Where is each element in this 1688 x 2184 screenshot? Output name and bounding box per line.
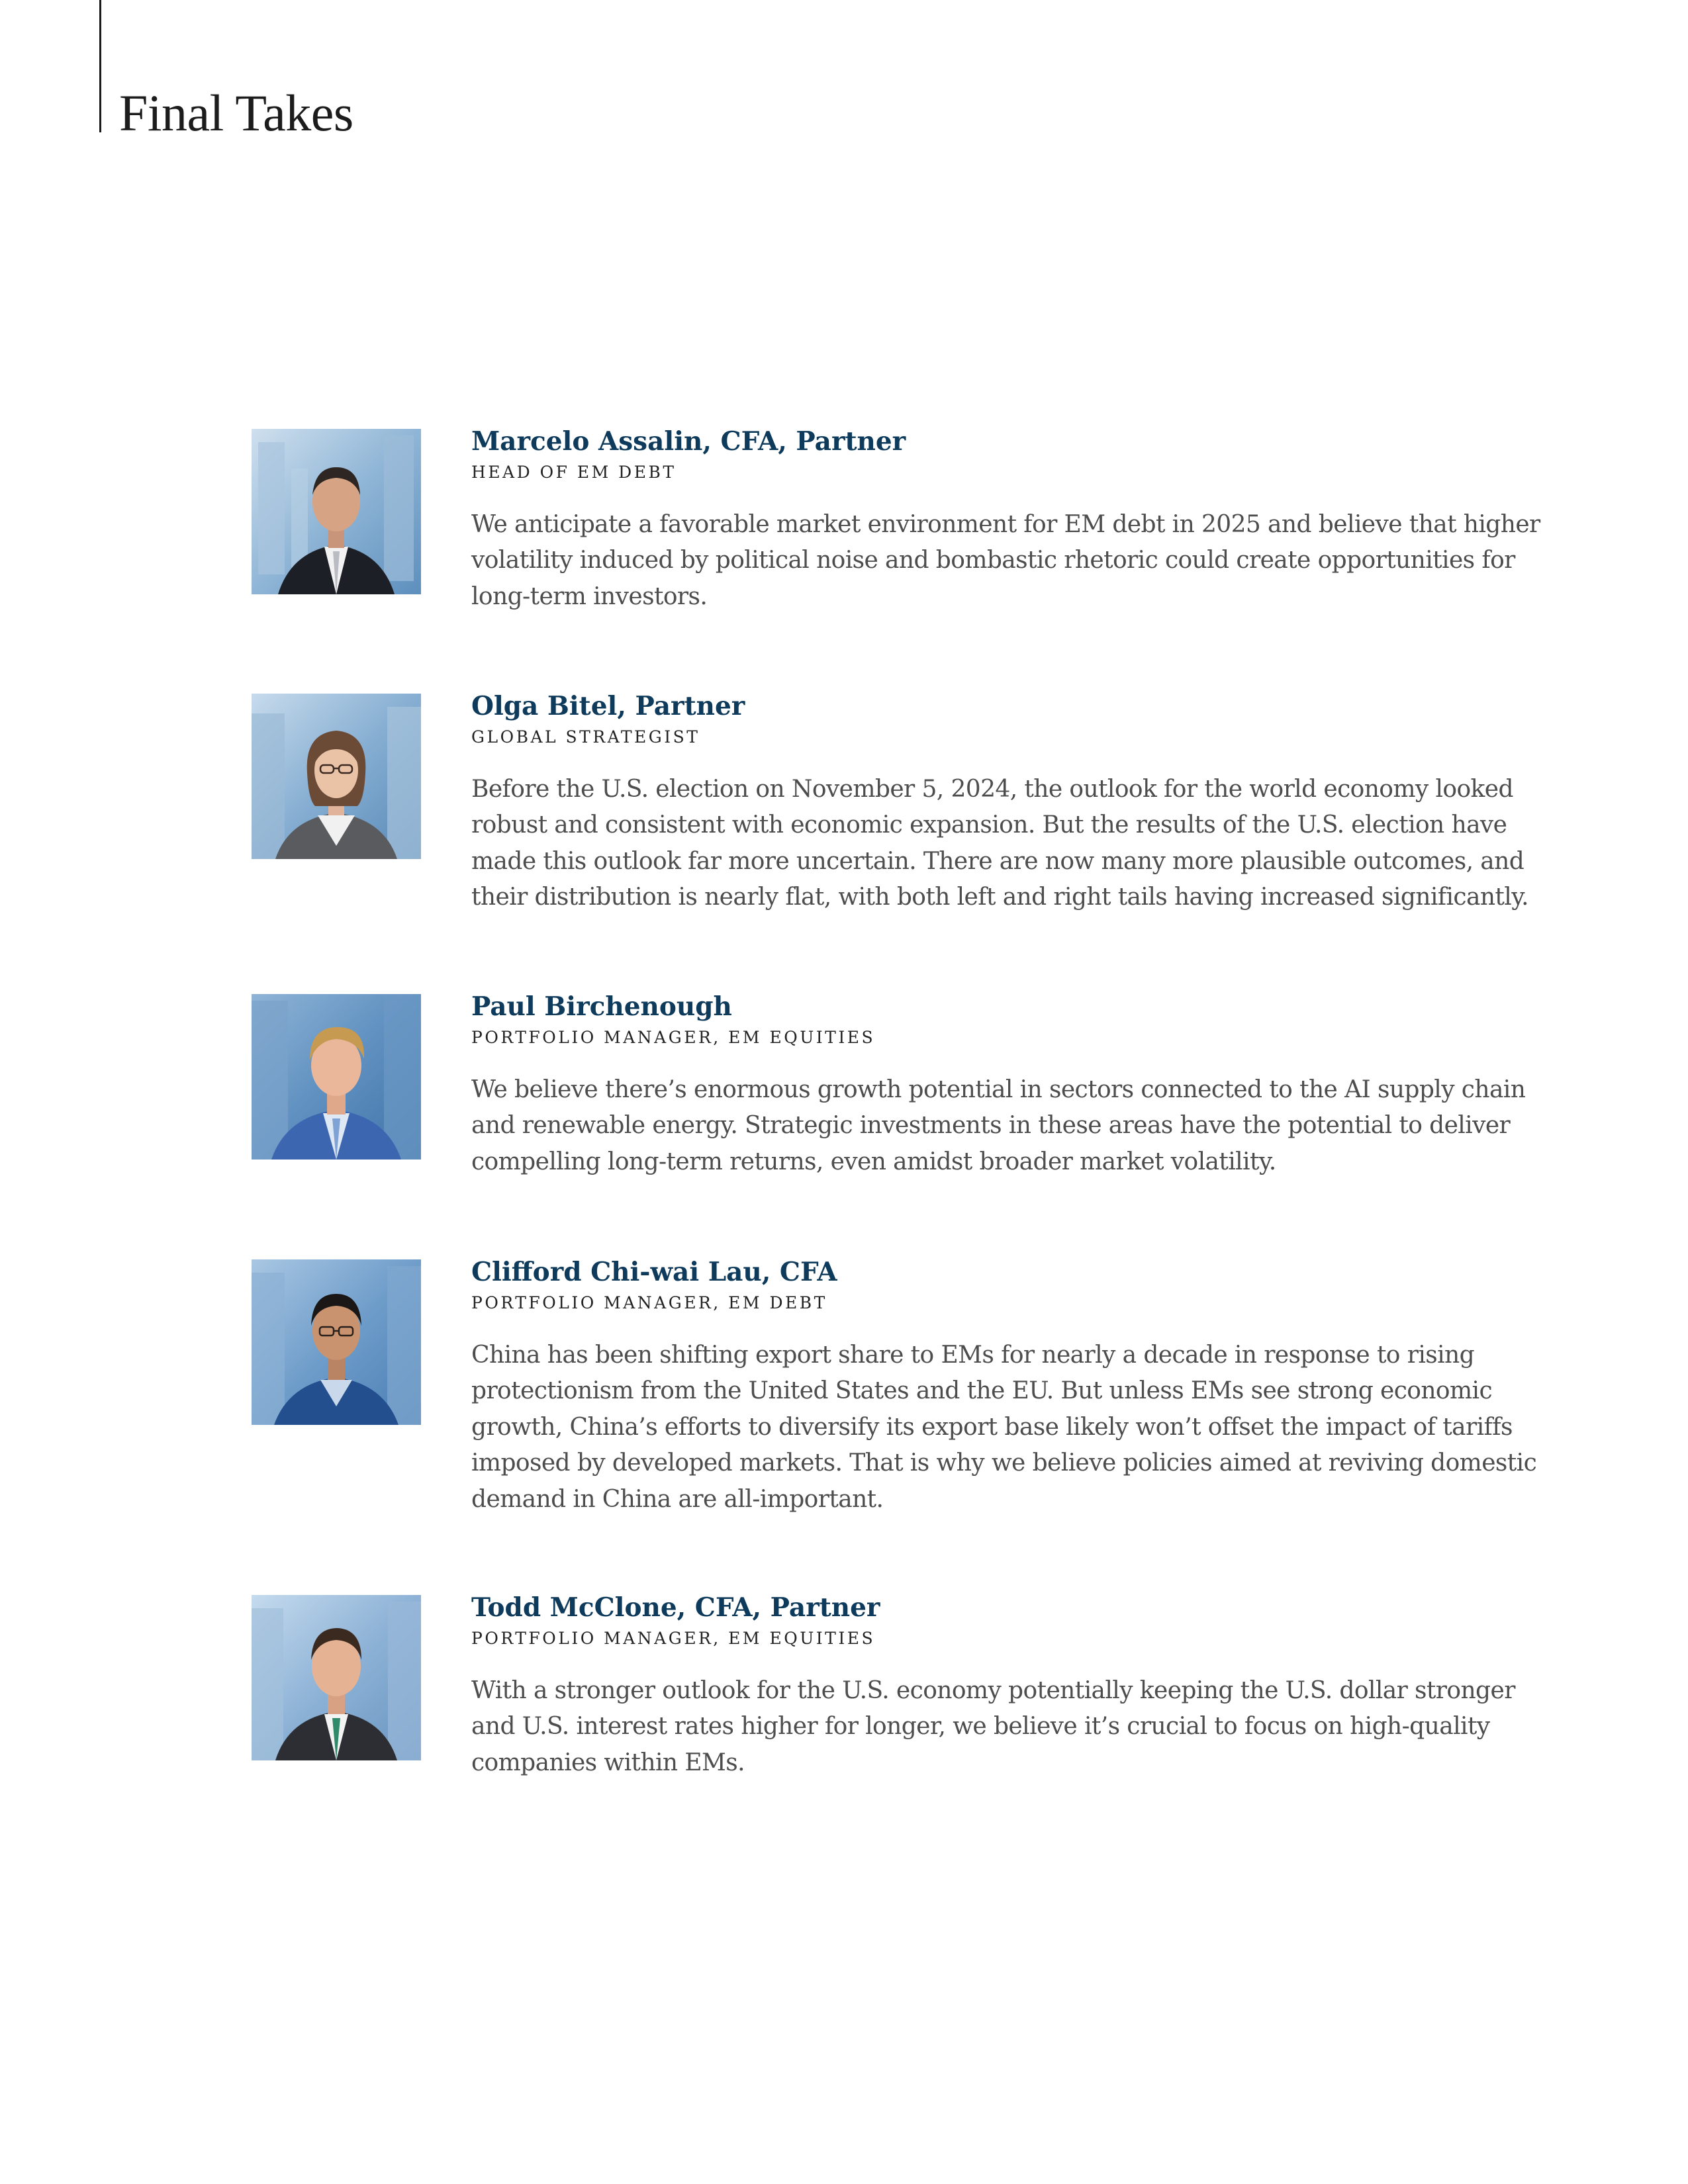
person-role: HEAD OF EM DEBT xyxy=(471,462,677,482)
person-quote: Before the U.S. election on November 5, 2024, the outlook for the world economy looked robust and consistent with economic expansion. But the results of the U.S. election have made this outlook far more uncertain. There are now many more plausible outcomes, and their distribution is nearly flat, with both left and right tails having increased significantly. xyxy=(471,775,1529,911)
header-rule xyxy=(99,0,101,132)
headshot-photo xyxy=(252,694,421,859)
person-name: Todd McClone, CFA, Partner xyxy=(471,1592,880,1623)
person-quote: With a stronger outlook for the U.S. economy potentially keeping the U.S. dollar stronger and U.S. interest rates higher for longer, we believe it’s crucial to focus on high-quality companies within EMs. xyxy=(471,1676,1515,1776)
headshot-photo xyxy=(252,1595,421,1760)
person-name: Marcelo Assalin, CFA, Partner xyxy=(471,426,906,457)
headshot-photo xyxy=(252,1259,421,1425)
page-title: Final Takes xyxy=(119,84,353,142)
person-role: GLOBAL STRATEGIST xyxy=(471,727,700,747)
headshot-photo xyxy=(252,994,421,1160)
person-role: PORTFOLIO MANAGER, EM EQUITIES xyxy=(471,1628,876,1648)
headshot-photo xyxy=(252,429,421,594)
person-quote: China has been shifting export share to EMs for nearly a decade in response to rising protectionism from the United States and the EU. But unless EMs see strong economic growth, China’s efforts to diversify its export base likely won’t offset the impact of tariffs imposed by developed markets. That is why we believe policies aimed at reviving domestic demand in China are all-important. xyxy=(471,1341,1537,1513)
person-role: PORTFOLIO MANAGER, EM DEBT xyxy=(471,1293,827,1312)
person-quote: We believe there’s enormous growth potential in sectors connected to the AI supply chain and renewable energy. Strategic investments in these areas have the potential to deliver compelling long-term returns, even amidst broader market volatility. xyxy=(471,1075,1526,1175)
person-quote: We anticipate a favorable market environment for EM debt in 2025 and believe that higher volatility induced by political noise and bombastic rhetoric could create opportunities for long-term investors. xyxy=(471,510,1540,610)
person-name: Clifford Chi-wai Lau, CFA xyxy=(471,1257,837,1287)
person-name: Olga Bitel, Partner xyxy=(471,691,745,721)
person-name: Paul Birchenough xyxy=(471,991,732,1022)
person-role: PORTFOLIO MANAGER, EM EQUITIES xyxy=(471,1027,876,1047)
